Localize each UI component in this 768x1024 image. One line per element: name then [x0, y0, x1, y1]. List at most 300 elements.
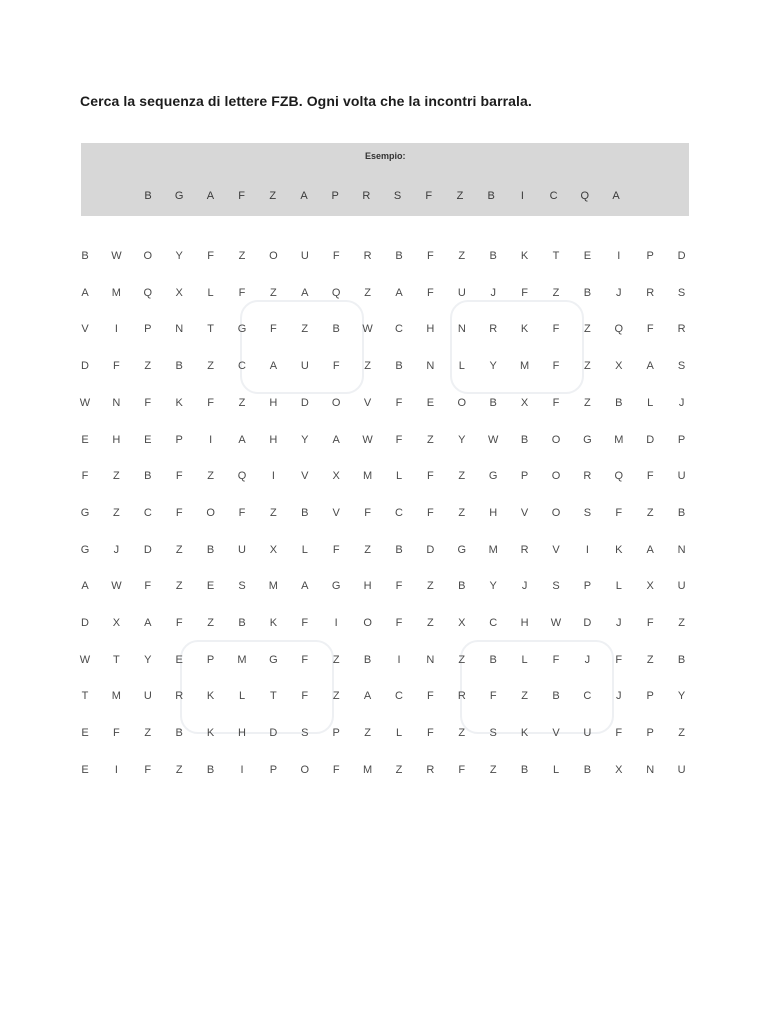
grid-letter[interactable]: P: [520, 470, 529, 483]
grid-letter[interactable]: X: [615, 360, 623, 373]
grid-letter[interactable]: P: [144, 323, 152, 336]
grid-letter[interactable]: Q: [614, 323, 624, 336]
grid-letter[interactable]: D: [583, 617, 592, 629]
grid-letter[interactable]: F: [427, 727, 434, 740]
grid-letter[interactable]: S: [677, 286, 686, 299]
grid-letter[interactable]: F: [207, 250, 214, 262]
grid-letter[interactable]: Z: [113, 506, 120, 519]
grid-letter[interactable]: I: [209, 433, 213, 446]
grid-letter[interactable]: D: [81, 360, 89, 373]
grid-letter[interactable]: Z: [458, 470, 466, 483]
grid-letter[interactable]: H: [363, 580, 372, 593]
grid-letter[interactable]: X: [520, 396, 529, 409]
grid-letter[interactable]: F: [395, 617, 403, 629]
grid-letter[interactable]: Z: [458, 727, 466, 740]
grid-letter[interactable]: O: [551, 506, 561, 519]
grid-letter[interactable]: A: [144, 617, 152, 629]
grid-letter[interactable]: Q: [331, 286, 341, 299]
grid-letter[interactable]: E: [144, 433, 152, 446]
grid-letter[interactable]: B: [677, 506, 686, 519]
grid-letter[interactable]: F: [113, 727, 120, 740]
grid-letter[interactable]: F: [427, 286, 434, 299]
grid-letter[interactable]: I: [617, 250, 621, 262]
grid-letter[interactable]: D: [677, 250, 686, 262]
grid-letter[interactable]: J: [521, 580, 528, 593]
grid-letter[interactable]: B: [583, 286, 592, 299]
grid-letter[interactable]: N: [457, 323, 466, 336]
grid-letter[interactable]: P: [206, 653, 215, 666]
grid-letter[interactable]: J: [616, 617, 622, 629]
grid-letter[interactable]: B: [489, 396, 497, 409]
grid-letter[interactable]: Z: [427, 617, 434, 629]
grid-letter[interactable]: F: [332, 763, 340, 776]
grid-letter[interactable]: M: [111, 286, 121, 299]
grid-letter[interactable]: F: [395, 396, 403, 409]
grid-letter[interactable]: J: [616, 286, 622, 299]
grid-letter[interactable]: M: [614, 433, 624, 446]
grid-letter[interactable]: B: [395, 360, 403, 373]
grid-letter[interactable]: E: [426, 396, 435, 409]
grid-letter[interactable]: M: [488, 543, 498, 556]
grid-letter[interactable]: C: [489, 617, 498, 629]
grid-letter[interactable]: D: [646, 433, 655, 446]
grid-letter[interactable]: F: [332, 360, 340, 373]
grid-letter[interactable]: H: [238, 727, 246, 740]
grid-letter[interactable]: Z: [427, 433, 434, 446]
grid-letter[interactable]: N: [426, 360, 435, 373]
grid-letter[interactable]: A: [238, 433, 246, 446]
grid-letter[interactable]: Z: [521, 690, 528, 703]
grid-letter[interactable]: U: [143, 690, 152, 703]
grid-letter[interactable]: A: [395, 286, 403, 299]
grid-letter[interactable]: Z: [552, 286, 560, 299]
grid-letter[interactable]: Y: [301, 433, 309, 446]
grid-letter[interactable]: G: [237, 323, 247, 336]
grid-letter[interactable]: U: [457, 286, 466, 299]
grid-letter[interactable]: B: [583, 763, 592, 776]
grid-letter[interactable]: F: [552, 653, 560, 666]
grid-letter[interactable]: F: [521, 286, 528, 299]
grid-letter[interactable]: H: [112, 433, 121, 446]
grid-letter[interactable]: Z: [458, 506, 466, 519]
grid-letter[interactable]: S: [301, 727, 309, 740]
grid-letter[interactable]: Z: [332, 690, 340, 703]
grid-letter[interactable]: F: [646, 323, 654, 336]
grid-letter[interactable]: O: [551, 433, 561, 446]
grid-letter[interactable]: I: [585, 543, 589, 556]
grid-letter[interactable]: Y: [144, 653, 152, 666]
grid-letter[interactable]: Z: [301, 323, 309, 336]
grid-letter[interactable]: Q: [237, 470, 247, 483]
grid-letter[interactable]: Z: [144, 727, 152, 740]
grid-letter[interactable]: F: [427, 690, 434, 703]
grid-letter[interactable]: W: [79, 396, 91, 409]
grid-letter[interactable]: Z: [646, 506, 654, 519]
grid-letter[interactable]: P: [677, 433, 686, 446]
grid-letter[interactable]: F: [395, 433, 403, 446]
grid-letter[interactable]: F: [646, 470, 654, 483]
grid-letter[interactable]: B: [489, 653, 497, 666]
grid-letter[interactable]: M: [520, 360, 530, 373]
grid-letter[interactable]: A: [269, 360, 278, 373]
grid-letter[interactable]: C: [395, 323, 403, 336]
grid-letter[interactable]: T: [270, 690, 277, 703]
grid-letter[interactable]: N: [426, 653, 435, 666]
grid-letter[interactable]: B: [458, 580, 466, 593]
grid-letter[interactable]: I: [334, 617, 338, 629]
grid-letter[interactable]: B: [332, 323, 340, 336]
grid-letter[interactable]: S: [552, 580, 560, 593]
grid-letter[interactable]: J: [113, 543, 120, 556]
grid-letter[interactable]: X: [646, 580, 654, 593]
grid-letter[interactable]: M: [111, 690, 121, 703]
grid-letter[interactable]: R: [520, 543, 529, 556]
grid-letter[interactable]: A: [646, 360, 654, 373]
grid-letter[interactable]: I: [397, 653, 401, 666]
grid-letter[interactable]: X: [458, 617, 466, 629]
grid-letter[interactable]: F: [238, 506, 246, 519]
grid-letter[interactable]: H: [426, 323, 435, 336]
grid-letter[interactable]: P: [646, 250, 654, 262]
grid-letter[interactable]: V: [520, 506, 529, 519]
grid-letter[interactable]: F: [427, 250, 434, 262]
grid-letter[interactable]: K: [269, 617, 278, 629]
grid-letter[interactable]: X: [112, 617, 121, 629]
grid-letter[interactable]: B: [363, 653, 372, 666]
grid-letter[interactable]: B: [395, 250, 403, 262]
grid-letter[interactable]: P: [646, 690, 654, 703]
grid-letter[interactable]: B: [520, 763, 529, 776]
grid-letter[interactable]: Z: [364, 543, 371, 556]
grid-letter[interactable]: O: [457, 396, 467, 409]
grid-letter[interactable]: F: [458, 763, 466, 776]
grid-letter[interactable]: F: [270, 323, 277, 336]
grid-letter[interactable]: F: [175, 617, 183, 629]
grid-letter[interactable]: R: [583, 470, 592, 483]
grid-letter[interactable]: O: [300, 763, 310, 776]
grid-letter[interactable]: Z: [646, 653, 654, 666]
grid-letter[interactable]: A: [646, 543, 654, 556]
grid-letter[interactable]: W: [79, 653, 91, 666]
grid-letter[interactable]: P: [269, 763, 278, 776]
grid-letter[interactable]: Z: [238, 250, 246, 262]
grid-letter[interactable]: D: [426, 543, 435, 556]
grid-letter[interactable]: N: [112, 396, 121, 409]
grid-letter[interactable]: F: [615, 653, 623, 666]
grid-letter[interactable]: M: [363, 470, 373, 483]
grid-letter[interactable]: F: [207, 396, 214, 409]
grid-letter[interactable]: Z: [489, 763, 497, 776]
grid-letter[interactable]: C: [143, 506, 152, 519]
grid-letter[interactable]: D: [300, 396, 309, 409]
grid-letter[interactable]: H: [269, 396, 278, 409]
grid-letter[interactable]: Z: [332, 653, 340, 666]
grid-letter[interactable]: E: [81, 763, 89, 776]
grid-letter[interactable]: F: [113, 360, 120, 373]
grid-letter[interactable]: H: [489, 506, 498, 519]
grid-letter[interactable]: F: [301, 617, 309, 629]
grid-letter[interactable]: J: [490, 286, 496, 299]
grid-letter[interactable]: F: [144, 763, 152, 776]
grid-letter[interactable]: Z: [427, 580, 434, 593]
grid-letter[interactable]: H: [520, 617, 529, 629]
grid-letter[interactable]: B: [552, 690, 560, 703]
grid-letter[interactable]: F: [489, 690, 497, 703]
grid-letter[interactable]: F: [332, 543, 340, 556]
grid-letter[interactable]: R: [363, 250, 372, 262]
grid-letter[interactable]: L: [395, 470, 403, 483]
grid-letter[interactable]: O: [143, 250, 153, 262]
grid-letter[interactable]: L: [552, 763, 560, 776]
grid-letter[interactable]: L: [647, 396, 654, 409]
grid-letter[interactable]: B: [520, 433, 529, 446]
grid-letter[interactable]: U: [300, 250, 309, 262]
grid-letter[interactable]: N: [175, 323, 184, 336]
grid-letter[interactable]: U: [677, 580, 686, 593]
grid-letter[interactable]: Q: [614, 470, 624, 483]
grid-letter[interactable]: E: [583, 250, 592, 262]
grid-letter[interactable]: W: [362, 323, 373, 336]
grid-letter[interactable]: P: [646, 727, 654, 740]
grid-letter[interactable]: L: [301, 543, 308, 556]
grid-letter[interactable]: F: [552, 360, 560, 373]
grid-letter[interactable]: D: [143, 543, 152, 556]
grid-letter[interactable]: L: [615, 580, 622, 593]
grid-letter[interactable]: F: [615, 727, 623, 740]
grid-letter[interactable]: P: [332, 727, 340, 740]
grid-letter[interactable]: Z: [270, 506, 277, 519]
grid-letter[interactable]: B: [81, 250, 89, 262]
grid-letter[interactable]: R: [426, 763, 435, 776]
grid-letter[interactable]: G: [331, 580, 341, 593]
grid-letter[interactable]: B: [144, 470, 152, 483]
grid-letter[interactable]: T: [81, 690, 89, 703]
grid-letter[interactable]: Y: [489, 360, 497, 373]
grid-letter[interactable]: Y: [489, 580, 497, 593]
grid-letter[interactable]: D: [81, 617, 89, 629]
grid-letter[interactable]: A: [81, 580, 89, 593]
grid-letter[interactable]: W: [111, 250, 122, 262]
grid-letter[interactable]: F: [615, 506, 623, 519]
grid-letter[interactable]: X: [615, 763, 623, 776]
grid-letter[interactable]: P: [175, 433, 183, 446]
grid-letter[interactable]: B: [395, 543, 403, 556]
grid-letter[interactable]: F: [144, 580, 152, 593]
grid-letter[interactable]: F: [427, 506, 434, 519]
grid-letter[interactable]: F: [175, 506, 183, 519]
grid-letter[interactable]: E: [206, 580, 215, 593]
grid-letter[interactable]: Z: [364, 286, 371, 299]
grid-letter[interactable]: I: [114, 763, 118, 776]
grid-letter[interactable]: G: [583, 433, 592, 446]
grid-letter[interactable]: B: [615, 396, 623, 409]
grid-letter[interactable]: I: [114, 323, 118, 336]
grid-letter[interactable]: V: [81, 323, 89, 336]
grid-letter[interactable]: U: [677, 763, 686, 776]
grid-letter[interactable]: S: [489, 727, 497, 740]
grid-letter[interactable]: S: [677, 360, 686, 373]
grid-letter[interactable]: T: [552, 250, 560, 262]
grid-letter[interactable]: J: [584, 653, 591, 666]
grid-letter[interactable]: N: [646, 763, 655, 776]
grid-letter[interactable]: G: [269, 653, 278, 666]
grid-letter[interactable]: E: [175, 653, 183, 666]
grid-letter[interactable]: F: [395, 580, 403, 593]
grid-letter[interactable]: P: [583, 580, 592, 593]
grid-letter[interactable]: D: [269, 727, 278, 740]
grid-letter[interactable]: M: [237, 653, 247, 666]
grid-letter[interactable]: X: [175, 286, 183, 299]
grid-letter[interactable]: Z: [175, 543, 183, 556]
grid-letter[interactable]: O: [363, 617, 372, 629]
grid-letter[interactable]: Z: [270, 286, 277, 299]
grid-letter[interactable]: Y: [175, 250, 183, 262]
grid-letter[interactable]: M: [363, 763, 373, 776]
grid-letter[interactable]: A: [301, 286, 309, 299]
grid-letter[interactable]: Z: [678, 727, 685, 740]
grid-letter[interactable]: F: [552, 323, 560, 336]
grid-letter[interactable]: W: [111, 580, 122, 593]
grid-letter[interactable]: V: [552, 727, 560, 740]
grid-letter[interactable]: K: [520, 727, 529, 740]
grid-letter[interactable]: L: [521, 653, 528, 666]
grid-letter[interactable]: F: [144, 396, 152, 409]
grid-letter[interactable]: E: [81, 433, 89, 446]
grid-letter[interactable]: L: [238, 690, 246, 703]
grid-letter[interactable]: B: [489, 250, 497, 262]
grid-letter[interactable]: W: [550, 617, 562, 629]
grid-letter[interactable]: L: [395, 727, 403, 740]
grid-letter[interactable]: G: [80, 506, 90, 519]
grid-letter[interactable]: K: [615, 543, 623, 556]
grid-letter[interactable]: O: [551, 470, 561, 483]
grid-letter[interactable]: C: [583, 690, 592, 703]
grid-letter[interactable]: C: [395, 506, 403, 519]
grid-letter[interactable]: Z: [678, 617, 685, 629]
grid-letter[interactable]: W: [362, 433, 373, 446]
grid-letter[interactable]: G: [457, 543, 467, 556]
grid-letter[interactable]: Z: [584, 396, 591, 409]
grid-letter[interactable]: S: [238, 580, 246, 593]
grid-letter[interactable]: U: [677, 470, 686, 483]
grid-letter[interactable]: N: [677, 543, 686, 556]
grid-letter[interactable]: U: [583, 727, 592, 740]
grid-letter[interactable]: Z: [395, 763, 403, 776]
grid-letter[interactable]: L: [458, 360, 465, 373]
grid-letter[interactable]: A: [332, 433, 340, 446]
grid-letter[interactable]: Y: [458, 433, 466, 446]
grid-letter[interactable]: Z: [364, 727, 371, 740]
grid-letter[interactable]: K: [175, 396, 183, 409]
grid-letter[interactable]: J: [678, 396, 685, 409]
grid-letter[interactable]: Y: [677, 690, 686, 703]
grid-letter[interactable]: V: [552, 543, 560, 556]
grid-letter[interactable]: T: [207, 323, 214, 336]
grid-letter[interactable]: R: [489, 323, 498, 336]
grid-letter[interactable]: Z: [207, 360, 214, 373]
grid-letter[interactable]: Z: [238, 396, 246, 409]
grid-letter[interactable]: A: [363, 690, 372, 703]
grid-letter[interactable]: Z: [458, 250, 466, 262]
grid-letter[interactable]: B: [677, 653, 686, 666]
grid-letter[interactable]: X: [332, 470, 340, 483]
grid-letter[interactable]: B: [175, 360, 183, 373]
grid-letter[interactable]: U: [238, 543, 246, 556]
grid-letter[interactable]: I: [271, 470, 275, 483]
grid-letter[interactable]: F: [552, 396, 560, 409]
grid-letter[interactable]: Z: [144, 360, 152, 373]
grid-letter[interactable]: C: [238, 360, 246, 373]
grid-letter[interactable]: R: [677, 323, 686, 336]
grid-letter[interactable]: O: [206, 506, 215, 519]
grid-letter[interactable]: V: [363, 396, 372, 409]
grid-letter[interactable]: T: [113, 653, 120, 666]
grid-letter[interactable]: L: [207, 286, 214, 299]
grid-letter[interactable]: F: [646, 617, 654, 629]
grid-letter[interactable]: Z: [364, 360, 371, 373]
grid-letter[interactable]: X: [269, 543, 278, 556]
grid-letter[interactable]: F: [238, 286, 246, 299]
grid-letter[interactable]: C: [395, 690, 403, 703]
grid-letter[interactable]: Z: [113, 470, 120, 483]
grid-letter[interactable]: Z: [175, 580, 183, 593]
grid-letter[interactable]: Z: [175, 763, 183, 776]
grid-letter[interactable]: R: [457, 690, 466, 703]
grid-letter[interactable]: K: [206, 690, 215, 703]
grid-letter[interactable]: O: [269, 250, 278, 262]
grid-letter[interactable]: A: [301, 580, 309, 593]
grid-letter[interactable]: B: [206, 543, 215, 556]
grid-letter[interactable]: H: [269, 433, 278, 446]
grid-letter[interactable]: J: [616, 690, 622, 703]
grid-letter[interactable]: B: [238, 617, 246, 629]
grid-letter[interactable]: V: [332, 506, 340, 519]
grid-letter[interactable]: B: [301, 506, 309, 519]
grid-letter[interactable]: S: [583, 506, 592, 519]
grid-letter[interactable]: E: [81, 727, 89, 740]
grid-letter[interactable]: R: [646, 286, 655, 299]
grid-letter[interactable]: O: [331, 396, 341, 409]
grid-letter[interactable]: U: [300, 360, 309, 373]
grid-letter[interactable]: M: [268, 580, 278, 593]
grid-letter[interactable]: Q: [143, 286, 153, 299]
grid-letter[interactable]: F: [301, 653, 309, 666]
grid-letter[interactable]: Z: [458, 653, 466, 666]
grid-letter[interactable]: Z: [584, 360, 591, 373]
grid-letter[interactable]: F: [364, 506, 371, 519]
grid-letter[interactable]: Z: [207, 617, 214, 629]
grid-letter[interactable]: F: [175, 470, 183, 483]
grid-letter[interactable]: B: [175, 727, 183, 740]
grid-letter[interactable]: R: [175, 690, 184, 703]
grid-letter[interactable]: F: [81, 470, 89, 483]
grid-letter[interactable]: K: [520, 323, 529, 336]
grid-letter[interactable]: G: [80, 543, 90, 556]
grid-letter[interactable]: Z: [584, 323, 591, 336]
grid-letter[interactable]: W: [487, 433, 499, 446]
grid-letter[interactable]: A: [81, 286, 89, 299]
grid-letter[interactable]: F: [301, 690, 309, 703]
grid-letter[interactable]: G: [488, 470, 498, 483]
grid-letter[interactable]: I: [240, 763, 244, 776]
grid-letter[interactable]: V: [301, 470, 309, 483]
grid-letter[interactable]: K: [520, 250, 529, 262]
grid-letter[interactable]: B: [206, 763, 215, 776]
grid-letter[interactable]: K: [206, 727, 215, 740]
grid-letter[interactable]: Z: [207, 470, 214, 483]
grid-letter[interactable]: F: [332, 250, 340, 262]
grid-letter[interactable]: F: [427, 470, 434, 483]
